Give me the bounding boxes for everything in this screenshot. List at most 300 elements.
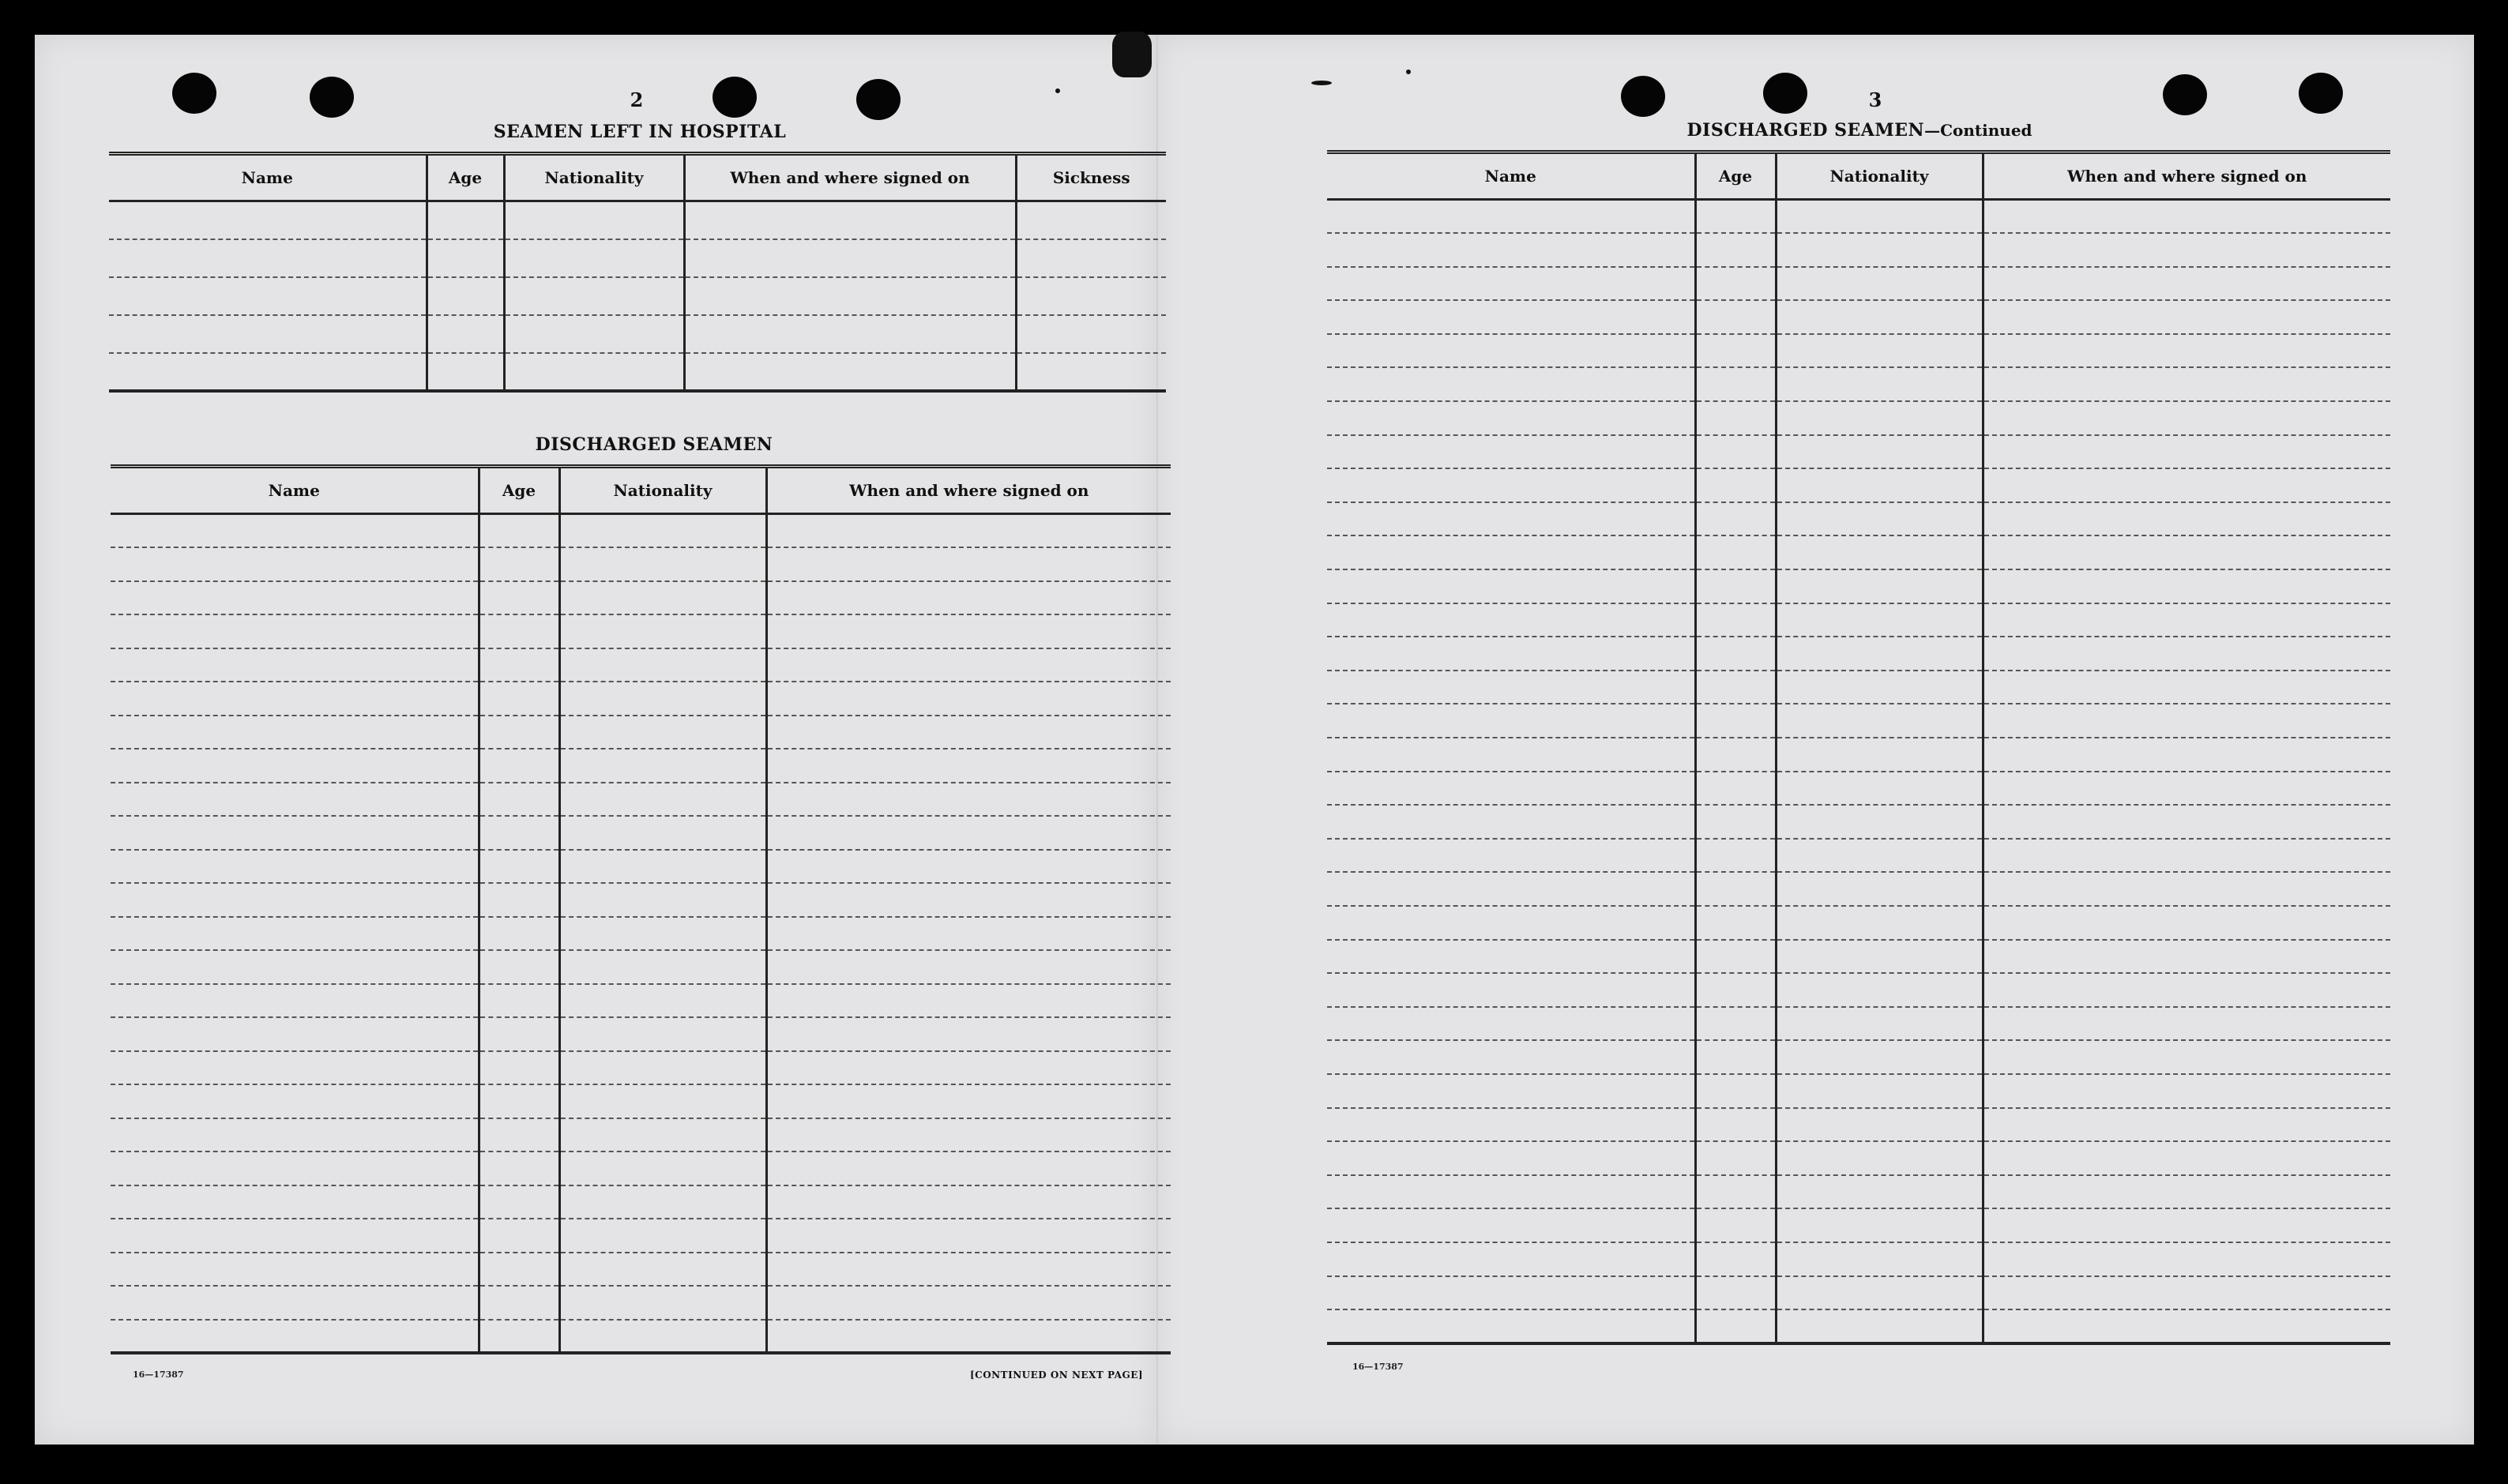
blank-cell: [479, 1286, 559, 1320]
blank-cell: [766, 749, 1171, 783]
blank-cell: [1776, 805, 1983, 839]
table-row: [1327, 502, 2390, 536]
blank-cell: [766, 716, 1171, 750]
table-row: [1327, 1141, 2390, 1175]
table-row: [1327, 300, 2390, 334]
blank-cell: [766, 1286, 1171, 1320]
blank-cell: [1695, 805, 1776, 839]
blank-cell: [1695, 502, 1776, 536]
blank-cell: [1983, 367, 2390, 401]
table-row: [111, 514, 1171, 548]
blank-cell: [1327, 233, 1695, 267]
blank-cell: [1983, 435, 2390, 469]
table-row: [111, 1118, 1171, 1152]
blank-cell: [479, 883, 559, 917]
blank-cell: [1327, 704, 1695, 738]
blank-cell: [1695, 973, 1776, 1007]
blank-cell: [111, 950, 479, 984]
blank-cell: [1983, 468, 2390, 502]
table-row: [1327, 334, 2390, 368]
column-header-sickness: Sickness: [1016, 154, 1166, 201]
blank-cell: [1327, 334, 1695, 368]
blank-cell: [111, 716, 479, 750]
column-header-nationality: Nationality: [1776, 152, 1983, 200]
table-row: [111, 1017, 1171, 1051]
hospital-table: [109, 152, 1166, 393]
blank-cell: [1016, 239, 1166, 277]
blank-cell: [111, 917, 479, 951]
blank-cell: [479, 816, 559, 850]
table-row: [1327, 603, 2390, 637]
blank-cell: [559, 883, 766, 917]
blank-cell: [111, 1152, 479, 1185]
binder-hole: [172, 73, 216, 114]
blank-cell: [111, 1320, 479, 1354]
blank-cell: [479, 1320, 559, 1354]
blank-cell: [1327, 637, 1695, 671]
blank-cell: [559, 1051, 766, 1085]
blank-cell: [1983, 401, 2390, 435]
blank-cell: [766, 614, 1171, 648]
table-row: [1327, 435, 2390, 469]
blank-cell: [1983, 704, 2390, 738]
blank-cell: [1776, 704, 1983, 738]
blank-cell: [479, 648, 559, 682]
table-row: [111, 1051, 1171, 1085]
blank-cell: [479, 1219, 559, 1253]
blank-cell: [559, 1017, 766, 1051]
table-row: [1327, 839, 2390, 873]
blank-cell: [111, 614, 479, 648]
table-row: [1327, 1242, 2390, 1276]
blank-cell: [1695, 1242, 1776, 1276]
blank-cell: [111, 1118, 479, 1152]
blank-cell: [1695, 367, 1776, 401]
blank-cell: [1983, 535, 2390, 569]
blank-cell: [766, 1118, 1171, 1152]
table-row: [111, 950, 1171, 984]
blank-cell: [1695, 468, 1776, 502]
table-row: [1327, 401, 2390, 435]
blank-cell: [1983, 502, 2390, 536]
table-row: [1327, 805, 2390, 839]
table-row: [111, 850, 1171, 884]
blank-cell: [684, 239, 1016, 277]
blank-cell: [1695, 704, 1776, 738]
blank-cell: [479, 716, 559, 750]
blank-cell: [1776, 671, 1983, 704]
table-row: [1327, 772, 2390, 806]
blank-cell: [1983, 300, 2390, 334]
blank-cell: [1776, 1309, 1983, 1343]
blank-cell: [109, 201, 427, 239]
table-row: [111, 816, 1171, 850]
blank-cell: [1983, 267, 2390, 301]
blank-cell: [1695, 401, 1776, 435]
blank-cell: [1695, 1276, 1776, 1310]
blank-cell: [111, 1185, 479, 1219]
blank-cell: [766, 783, 1171, 817]
table-row: [1327, 1208, 2390, 1242]
blank-cell: [1983, 1074, 2390, 1108]
blank-cell: [766, 1152, 1171, 1185]
blank-cell: [1776, 1074, 1983, 1108]
blank-cell: [1983, 906, 2390, 940]
blank-cell: [1776, 603, 1983, 637]
blank-cell: [1327, 1007, 1695, 1041]
blank-cell: [111, 783, 479, 817]
blank-cell: [1983, 772, 2390, 806]
blank-cell: [479, 614, 559, 648]
discharged-continued-title-main: DISCHARGED SEAMEN: [1686, 120, 1925, 141]
blank-cell: [684, 315, 1016, 353]
table-row: [111, 1185, 1171, 1219]
blank-cell: [1016, 353, 1166, 391]
blank-cell: [479, 1152, 559, 1185]
discharged-section-title: DISCHARGED SEAMEN: [535, 434, 773, 455]
blank-cell: [1983, 334, 2390, 368]
blank-cell: [1983, 973, 2390, 1007]
table-row: [111, 682, 1171, 716]
blank-cell: [1983, 1309, 2390, 1343]
hospital-section-title: SEAMEN LEFT IN HOSPITAL: [493, 122, 787, 142]
blank-cell: [1695, 334, 1776, 368]
blank-cell: [1327, 603, 1695, 637]
blank-cell: [1776, 1108, 1983, 1142]
blank-cell: [1776, 973, 1983, 1007]
blank-cell: [479, 581, 559, 615]
table-row: [111, 749, 1171, 783]
blank-cell: [1327, 940, 1695, 974]
blank-cell: [1695, 233, 1776, 267]
table-row: [1327, 1007, 2390, 1041]
blank-cell: [766, 514, 1171, 548]
table-row: [1327, 637, 2390, 671]
table-row: [111, 1320, 1171, 1354]
table-row: [111, 917, 1171, 951]
blank-cell: [1327, 1040, 1695, 1074]
blank-cell: [559, 614, 766, 648]
binder-hole: [856, 79, 901, 120]
blank-cell: [1776, 1276, 1983, 1310]
blank-cell: [1776, 535, 1983, 569]
blank-cell: [684, 353, 1016, 391]
discharged-continued-title-suffix: —Continued: [1924, 121, 2032, 140]
blank-cell: [1695, 1040, 1776, 1074]
blank-cell: [479, 1084, 559, 1118]
blank-cell: [479, 950, 559, 984]
table-row: [1327, 704, 2390, 738]
column-header-nationality: Nationality: [559, 467, 766, 514]
blank-cell: [1776, 872, 1983, 906]
blank-cell: [1695, 772, 1776, 806]
blank-cell: [1327, 1276, 1695, 1310]
blank-cell: [479, 514, 559, 548]
blank-cell: [766, 850, 1171, 884]
blank-cell: [427, 277, 504, 315]
table-row: [111, 984, 1171, 1018]
blank-cell: [1695, 569, 1776, 603]
blank-cell: [766, 547, 1171, 581]
table-row: [111, 1084, 1171, 1118]
blank-cell: [1016, 277, 1166, 315]
blank-cell: [1983, 233, 2390, 267]
blank-cell: [1327, 772, 1695, 806]
blank-cell: [111, 1219, 479, 1253]
table-row: [109, 315, 1166, 353]
blank-cell: [479, 1017, 559, 1051]
blank-cell: [684, 277, 1016, 315]
blank-cell: [1327, 267, 1695, 301]
blank-cell: [1983, 637, 2390, 671]
table-row: [111, 547, 1171, 581]
blank-cell: [559, 783, 766, 817]
blank-cell: [504, 201, 684, 239]
discharged-table-body: [111, 514, 1171, 1354]
blank-cell: [1327, 738, 1695, 772]
blank-cell: [1327, 300, 1695, 334]
blank-cell: [559, 1185, 766, 1219]
column-header-signed-on: When and where signed on: [766, 467, 1171, 514]
blank-cell: [504, 239, 684, 277]
table-row: [109, 277, 1166, 315]
table-row: [1327, 1276, 2390, 1310]
blank-cell: [1327, 569, 1695, 603]
blank-cell: [559, 716, 766, 750]
blank-cell: [559, 682, 766, 716]
blank-cell: [1016, 315, 1166, 353]
blank-cell: [1695, 637, 1776, 671]
table-row: [1327, 200, 2390, 234]
table-row: [1327, 1175, 2390, 1209]
blank-cell: [1327, 1141, 1695, 1175]
blank-cell: [559, 850, 766, 884]
blank-cell: [1776, 569, 1983, 603]
blank-cell: [111, 514, 479, 548]
blank-cell: [109, 353, 427, 391]
blank-cell: [504, 353, 684, 391]
hospital-table-body: [109, 201, 1166, 391]
blank-cell: [479, 682, 559, 716]
blank-cell: [1327, 839, 1695, 873]
blank-cell: [479, 1051, 559, 1085]
table-row: [111, 614, 1171, 648]
table-row: [1327, 267, 2390, 301]
blank-cell: [1776, 502, 1983, 536]
table-row: [1327, 738, 2390, 772]
blank-cell: [559, 581, 766, 615]
blank-cell: [1776, 267, 1983, 301]
blank-cell: [479, 850, 559, 884]
blank-cell: [766, 1320, 1171, 1354]
blank-cell: [1983, 839, 2390, 873]
blank-cell: [1327, 1108, 1695, 1142]
blank-cell: [1695, 839, 1776, 873]
form-code-left: 16—17387: [133, 1369, 184, 1380]
blank-cell: [1983, 1108, 2390, 1142]
blank-cell: [111, 749, 479, 783]
blank-cell: [559, 547, 766, 581]
blank-cell: [559, 749, 766, 783]
blank-cell: [504, 277, 684, 315]
blank-cell: [1695, 300, 1776, 334]
blank-cell: [1983, 1040, 2390, 1074]
table-row: [111, 1286, 1171, 1320]
table-row: [111, 716, 1171, 750]
blank-cell: [1776, 637, 1983, 671]
blank-cell: [1327, 805, 1695, 839]
table-row: [1327, 906, 2390, 940]
column-header-name: Name: [109, 154, 427, 201]
page-number-right: 3: [1868, 88, 1882, 111]
column-header-age: Age: [479, 467, 559, 514]
blank-cell: [766, 1185, 1171, 1219]
blank-cell: [111, 1017, 479, 1051]
blank-cell: [1695, 1175, 1776, 1209]
blank-cell: [111, 1253, 479, 1287]
blank-cell: [1695, 872, 1776, 906]
binder-hole: [2163, 74, 2207, 115]
blank-cell: [1983, 805, 2390, 839]
blank-cell: [1776, 200, 1983, 234]
blank-cell: [1776, 1141, 1983, 1175]
blank-cell: [111, 547, 479, 581]
blank-cell: [766, 950, 1171, 984]
binder-hole: [2299, 73, 2343, 114]
table-row: [1327, 233, 2390, 267]
blank-cell: [109, 277, 427, 315]
table-row: [109, 353, 1166, 391]
discharged-continued-table-body: [1327, 200, 2390, 1343]
blank-cell: [1983, 1175, 2390, 1209]
blank-cell: [479, 1185, 559, 1219]
blank-cell: [1983, 738, 2390, 772]
blank-cell: [479, 547, 559, 581]
column-header-name: Name: [111, 467, 479, 514]
blank-cell: [1695, 603, 1776, 637]
blank-cell: [1983, 940, 2390, 974]
blank-cell: [479, 917, 559, 951]
blank-cell: [1776, 1208, 1983, 1242]
blank-cell: [1327, 535, 1695, 569]
blank-cell: [1776, 1040, 1983, 1074]
table-row: [111, 783, 1171, 817]
blank-cell: [766, 883, 1171, 917]
blank-cell: [1983, 1007, 2390, 1041]
blank-cell: [1776, 334, 1983, 368]
blank-cell: [1695, 671, 1776, 704]
blank-cell: [111, 984, 479, 1018]
table-row: [109, 201, 1166, 239]
discharged-table: [111, 464, 1171, 1354]
table-row: [1327, 671, 2390, 704]
paper-tear-mark: [1112, 32, 1152, 77]
table-row: [1327, 367, 2390, 401]
blank-cell: [479, 1253, 559, 1287]
blank-cell: [559, 816, 766, 850]
blank-cell: [766, 1051, 1171, 1085]
paper-dirt-mark: [1406, 70, 1411, 74]
blank-cell: [559, 1286, 766, 1320]
blank-cell: [1327, 200, 1695, 234]
blank-cell: [766, 1084, 1171, 1118]
blank-cell: [1776, 940, 1983, 974]
blank-cell: [111, 816, 479, 850]
table-row: [111, 648, 1171, 682]
column-header-signed-on: When and where signed on: [1983, 152, 2390, 200]
table-row: [109, 239, 1166, 277]
blank-cell: [1776, 401, 1983, 435]
blank-cell: [1695, 906, 1776, 940]
table-row: [111, 1219, 1171, 1253]
table-row: [1327, 535, 2390, 569]
blank-cell: [766, 917, 1171, 951]
discharged-continued-table: [1327, 150, 2390, 1345]
blank-cell: [766, 816, 1171, 850]
blank-cell: [559, 1320, 766, 1354]
blank-cell: [1695, 1108, 1776, 1142]
binder-hole: [713, 77, 757, 118]
paper-dirt-mark: [1311, 81, 1332, 85]
blank-cell: [559, 1253, 766, 1287]
blank-cell: [111, 682, 479, 716]
page-number-left: 2: [630, 88, 644, 111]
table-row: [1327, 1108, 2390, 1142]
blank-cell: [504, 315, 684, 353]
blank-cell: [1983, 872, 2390, 906]
blank-cell: [766, 1017, 1171, 1051]
table-row: [1327, 569, 2390, 603]
table-row: [1327, 468, 2390, 502]
blank-cell: [1695, 1074, 1776, 1108]
column-header-name: Name: [1327, 152, 1695, 200]
blank-cell: [559, 648, 766, 682]
column-header-signed-on: When and where signed on: [684, 154, 1016, 201]
blank-cell: [1983, 1276, 2390, 1310]
blank-cell: [1983, 603, 2390, 637]
blank-cell: [111, 1084, 479, 1118]
blank-cell: [111, 1286, 479, 1320]
blank-cell: [1776, 1007, 1983, 1041]
blank-cell: [1983, 1242, 2390, 1276]
blank-cell: [684, 201, 1016, 239]
column-header-age: Age: [427, 154, 504, 201]
discharged-continued-title: [1686, 120, 2032, 141]
blank-cell: [479, 783, 559, 817]
blank-cell: [1327, 973, 1695, 1007]
table-row: [1327, 973, 2390, 1007]
blank-cell: [427, 201, 504, 239]
blank-cell: [1327, 502, 1695, 536]
blank-cell: [766, 682, 1171, 716]
blank-cell: [766, 984, 1171, 1018]
table-row: [1327, 1309, 2390, 1343]
blank-cell: [1695, 1208, 1776, 1242]
continued-note: [CONTINUED ON NEXT PAGE]: [970, 1369, 1144, 1381]
blank-cell: [427, 315, 504, 353]
blank-cell: [1016, 201, 1166, 239]
blank-cell: [479, 1118, 559, 1152]
blank-cell: [1983, 671, 2390, 704]
blank-cell: [1776, 300, 1983, 334]
table-row: [1327, 940, 2390, 974]
table-row: [111, 883, 1171, 917]
blank-cell: [1327, 435, 1695, 469]
blank-cell: [479, 984, 559, 1018]
blank-cell: [559, 1219, 766, 1253]
blank-cell: [1327, 671, 1695, 704]
blank-cell: [559, 984, 766, 1018]
